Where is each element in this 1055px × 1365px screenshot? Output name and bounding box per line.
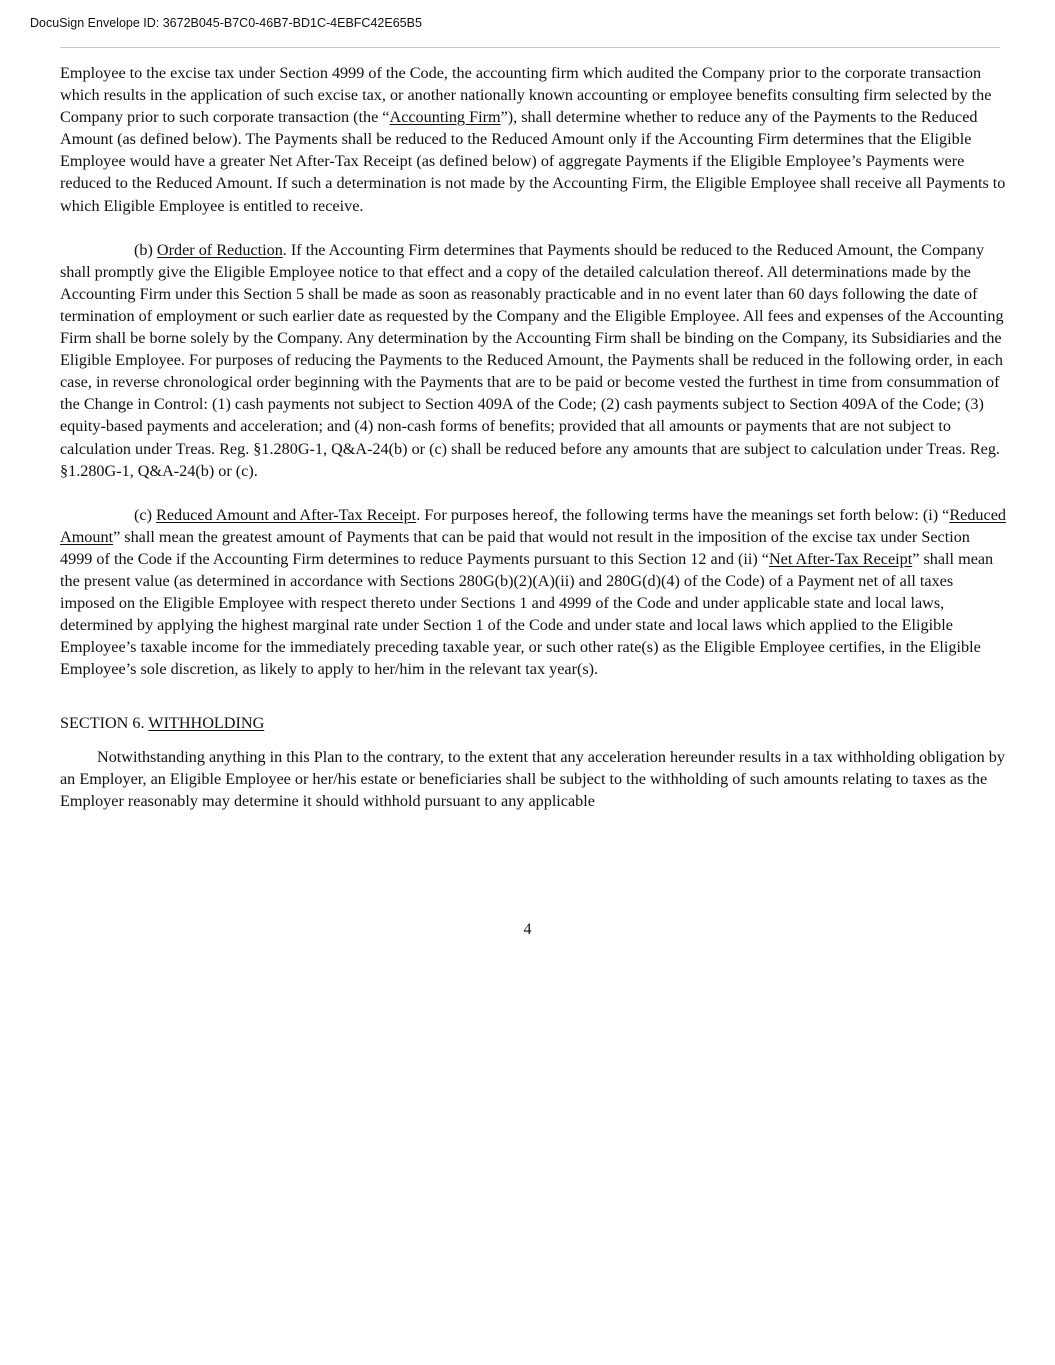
term-reduced-amount: Reduced Amount: [60, 505, 1006, 546]
para3-label: (c): [134, 505, 157, 524]
paragraph-withholding: Notwithstanding anything in this Plan to the contrary, to the extent that any acceleration hereunder results in a tax withholding obligation by an Employer, an Eligible Employee or her/his estate or beneficiaries shall be subject to the withholding of such amounts relating to taxes as the Employer reasonably may determine it should withhold pursuant to any applicable: [60, 747, 1005, 810]
heading-order-of-reduction: Order of Reduction: [156, 240, 283, 259]
para1-text-b: ”), shall determine whether to reduce any of the Payments to the Reduced Amount (as defined below). The Payments shall be reduced to the Reduced Amount only if the Accounting Firm determines that the Eligible Employee would have a greater Net After-Tax Receipt (as defined below) of aggregate Payments if the Eligible Employee’s Payments were reduced to the Reduced Amount. If such a determination is not made by the Accounting Firm, the Eligible Employee shall receive all Payments to which Eligible Employee is entitled to receive.: [60, 108, 1006, 215]
para3-text-b: ” shall mean the greatest amount of Payments that can be paid that would not result in the imposition of the excise tax under Section 4999 of the Code if the Accounting Firm determines to reduce Payments pursuant to this Section 12 and (ii) “: [60, 527, 970, 568]
paragraph-reduced-amount: [60, 504, 1006, 681]
section-6-title: WITHHOLDING: [148, 714, 265, 733]
page-number: 4: [523, 920, 532, 938]
section-6-heading: [60, 712, 1006, 734]
envelope-id: DocuSign Envelope ID: 3672B045-B7C0-46B7-BD1C-4EBFC42E65B5: [30, 16, 422, 30]
section-6-prefix: SECTION 6.: [60, 714, 149, 733]
term-net-after-tax-receipt: Net After-Tax Receipt: [768, 549, 913, 568]
heading-reduced-amount: Reduced Amount and After-Tax Receipt: [156, 505, 417, 524]
term-accounting-firm: Accounting Firm: [389, 108, 501, 127]
para2-label: (b): [134, 240, 157, 259]
para3-text-c: ” shall mean the present value (as determined in accordance with Sections 280G(b)(2)(A)(ii) and 280G(d)(4) of the Code) of a Payment net of all taxes imposed on the Eligible Employee with respect thereto under Sections 1 and 4999 of the Code and under applicable state and local laws, determined by applying the highest marginal rate under Section 1 of the Code and under state and local laws which applied to the Eligible Employee’s taxable income for the immediately preceding taxable year, or such other rate(s) as the Eligible Employee certifies, in the Eligible Employee’s sole discretion, as likely to apply to her/him in the relevant tax year(s).: [60, 549, 994, 679]
para1-text-a: Employee to the excise tax under Section 4999 of the Code, the accounting firm which audited the Company prior to the corporate transaction which results in the application of such excise tax, or another nationally known accounting or employee benefits consulting firm selected by the Company prior to such corporate transaction (the “: [60, 64, 992, 127]
para2-text: . If the Accounting Firm determines that Payments should be reduced to the Reduced Amount, the Company shall promptly give the Eligible Employee notice to that effect and a copy of the detailed calculation thereof. All determinations made by the Accounting Firm under this Section 5 shall be made as soon as reasonably practicable and in no event later than 60 days following the date of termination of employment or such earlier date as requested by the Company and the Eligible Employee. All fees and expenses of the Accounting Firm shall be borne solely by the Company. Any determination by the Accounting Firm shall be binding on the Company, its Subsidiaries and the Eligible Employee. For purposes of reducing the Payments to the Reduced Amount, the Payments shall be reduced in the following order, in each case, in reverse chronological order beginning with the Payments that are to be paid or become vested the furthest in time from consummation of the Change in Control: (1) cash payments not subject to Section 409A of the Code; (2) cash payments subject to Section 409A of the Code; (3) equity-based payments and acceleration; and (4) non-cash forms of benefits; provided that all amounts or payments that are not subject to calculation under Treas. Reg. §1.280G-1, Q&A-24(b) or (c) shall be reduced before any amounts that are subject to calculation under Treas. Reg. §1.280G-1, Q&A-24(b) or (c).: [60, 240, 1004, 480]
header-divider: [60, 47, 1000, 48]
para3-text-a: . For purposes hereof, the following terms have the meanings set forth below: (i) “: [416, 505, 950, 524]
paragraph-accounting-firm: [60, 62, 1006, 217]
paragraph-order-of-reduction: [60, 239, 1006, 482]
document-body: [60, 62, 1006, 812]
